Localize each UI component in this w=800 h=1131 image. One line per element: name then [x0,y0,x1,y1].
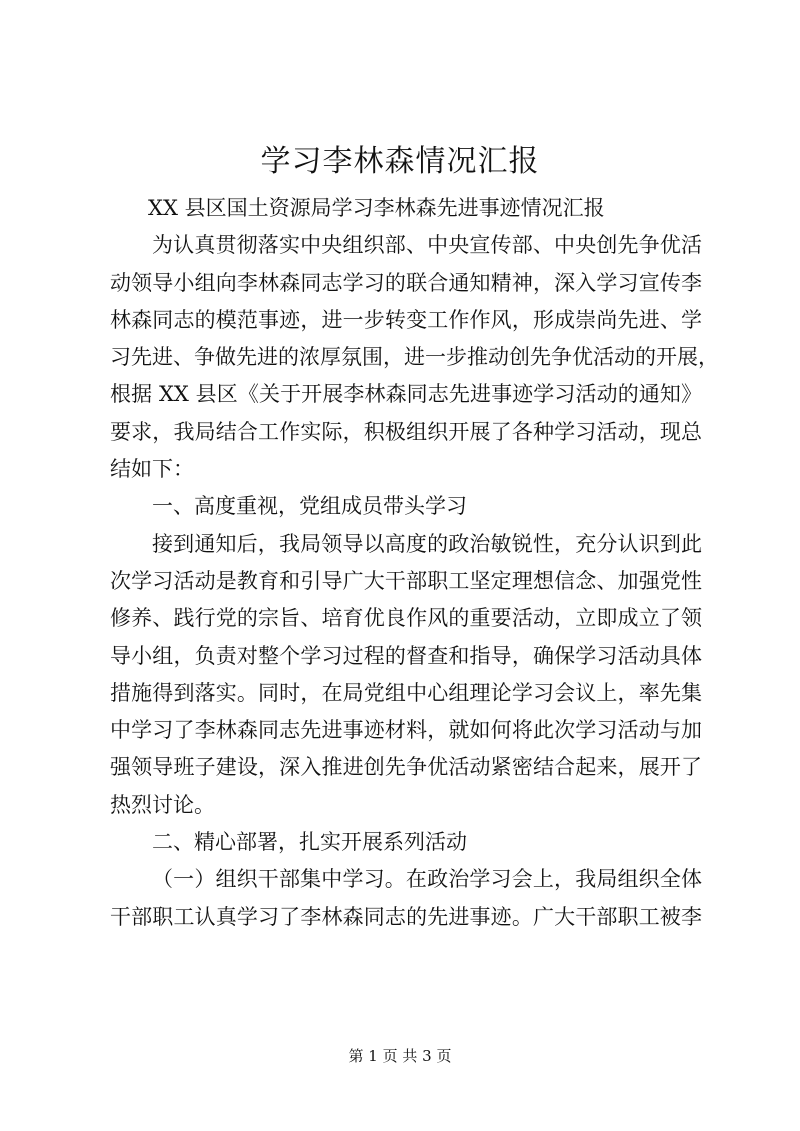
paragraph-line: 要求，我局结合工作实际，积极组织开展了各种学习活动，现总 [110,419,702,444]
paragraph-line: 根据 XX 县区《关于开展李林森同志先进事迹学习活动的通知》 [110,382,702,407]
document-subtitle: XX 县区国土资源局学习李林森先进事迹情况汇报 [148,196,605,220]
paragraph-line: 次学习活动是教育和引导广大干部职工坚定理想信念、加强党性 [110,568,702,593]
section-heading-1: 一、高度重视，党组成员带头学习 [152,494,467,519]
paragraph-line: 措施得到落实。同时，在局党组中心组理论学习会议上，率先集 [110,680,702,705]
paragraph-line: 干部职工认真学习了李林森同志的先进事迹。广大干部职工被李 [110,904,702,929]
paragraph-line: 接到通知后，我局领导以高度的政治敏锐性，充分认识到此 [152,531,702,556]
paragraph-line: 为认真贯彻落实中央组织部、中央宣传部、中央创先争优活 [152,233,702,258]
paragraph-line: 结如下： [110,457,194,482]
document-body [110,190,719,936]
paragraph-line: 习先进、争做先进的浓厚氛围，进一步推动创先争优活动的开展， [110,345,719,370]
page-title: 学习李林森情况汇报 [260,144,540,179]
paragraph-line: （一）组织干部集中学习。在政治学习会上，我局组织全体 [152,867,702,892]
page-number-footer: 第 1 页 共 3 页 [348,1047,452,1065]
paragraph-line: 动领导小组向李林森同志学习的联合通知精神，深入学习宣传李 [110,270,702,295]
paragraph-line: 中学习了李林森同志先进事迹材料，就如何将此次学习活动与加 [110,718,702,743]
paragraph-line: 修养、践行党的宗旨、培育优良作风的重要活动，立即成立了领 [110,606,702,631]
paragraph-line: 强领导班子建设，深入推进创先争优活动紧密结合起来，展开了 [110,755,702,780]
paragraph-line: 热烈讨论。 [110,792,215,817]
paragraph-line: 林森同志的模范事迹，进一步转变工作作风，形成崇尚先进、学 [110,307,702,332]
section-heading-2: 二、精心部署，扎实开展系列活动 [152,830,467,855]
paragraph-line: 导小组，负责对整个学习过程的督查和指导，确保学习活动具体 [110,643,702,668]
